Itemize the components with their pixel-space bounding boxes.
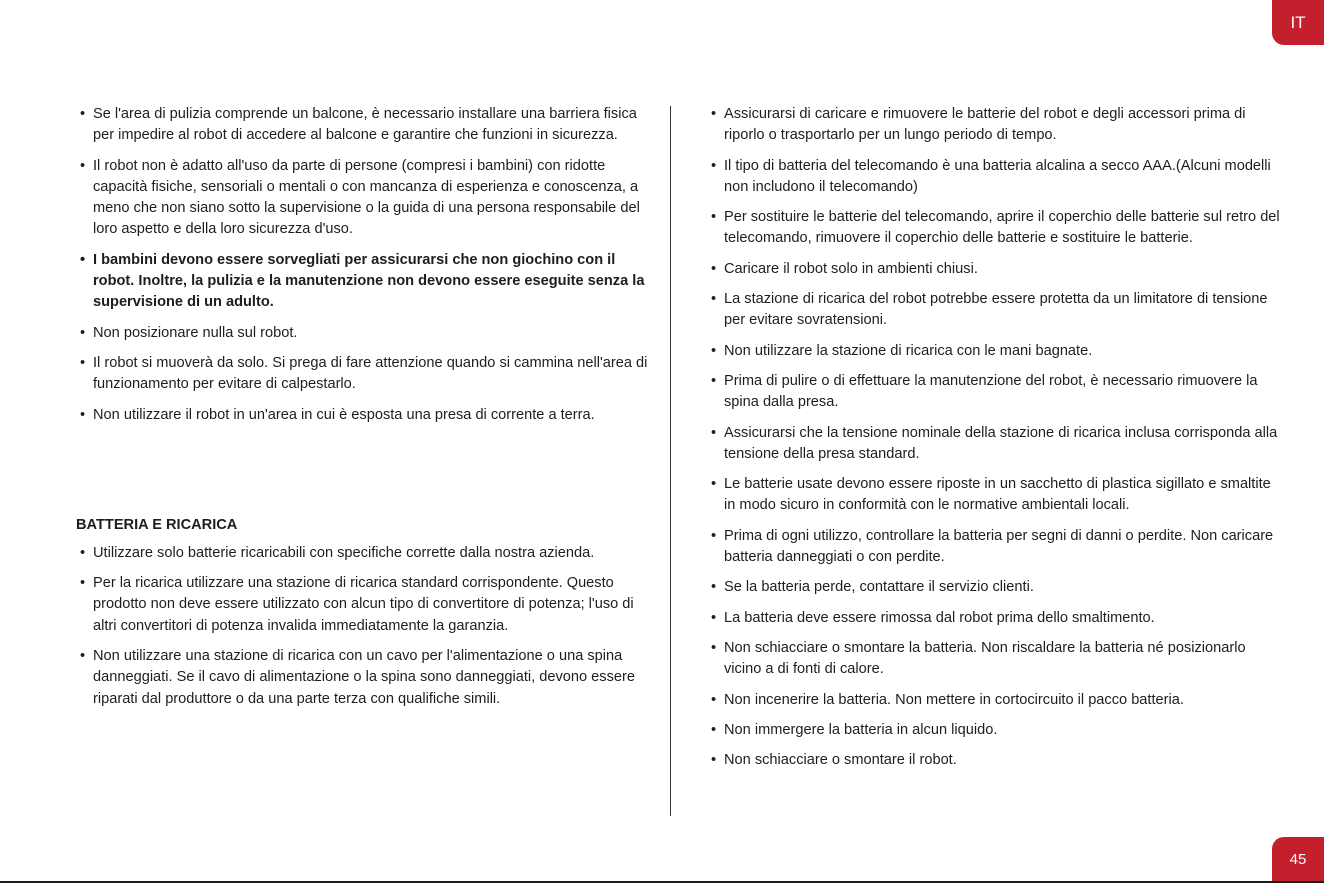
list-item: • Non utilizzare la stazione di ricarica con le mani bagnate. (711, 341, 1281, 362)
list-item: • Prima di pulire o di effettuare la manutenzione del robot, è necessario rimuovere la spina dalla presa. (711, 371, 1281, 414)
column-divider (670, 106, 671, 816)
list-item: • Le batterie usate devono essere riposte in un sacchetto di plastica sigillato e smaltite in modo sicuro in conformità con le normative ambientali locali. (711, 474, 1281, 517)
list-item: • Per la ricarica utilizzare una stazione di ricarica standard corrispondente. Questo prodotto non deve essere utilizzato con alcun tipo di convertitore di potenza; l'uso di altri convertitori di potenza invalida immediatamente la garanzia. (80, 573, 650, 637)
list-item: • Utilizzare solo batterie ricaricabili con specifiche corrette dalla nostra azienda. (80, 543, 650, 564)
list-item: • Caricare il robot solo in ambienti chiusi. (711, 259, 1281, 280)
spacer (80, 435, 650, 515)
list-item: • Assicurarsi di caricare e rimuovere le batterie del robot e degli accessori prima di riporlo o trasportarlo per un lungo periodo di tempo. (711, 104, 1281, 147)
list-item: • Non immergere la batteria in alcun liquido. (711, 720, 1281, 741)
list-item: • Il robot si muoverà da solo. Si prega di fare attenzione quando si cammina nell'area di funzionamento per evitare di calpestarlo. (80, 353, 650, 396)
section-title: BATTERIA E RICARICA (76, 516, 238, 533)
safety-list (80, 104, 650, 426)
language-tab: IT (1272, 0, 1324, 45)
left-column (76, 104, 650, 719)
list-item: • Non schiacciare o smontare il robot. (711, 750, 1281, 771)
list-item: • Non schiacciare o smontare la batteria. Non riscaldare la batteria né posizionarlo vicino a di fonti di calore. (711, 638, 1281, 681)
list-item-emphasis: • I bambini devono essere sorvegliati per assicurarsi che non giochino con il robot. Inoltre, la pulizia e la manutenzione non devono essere eseguite senza la supervisione di un adulto. (80, 250, 650, 314)
battery-list-continued (711, 104, 1281, 771)
list-item: • Non posizionare nulla sul robot. (80, 323, 650, 344)
list-item: • Per sostituire le batterie del telecomando, aprire il coperchio delle batterie sul retro del telecomando, rimuovere il coperchio delle batterie e sostituire le batterie. (711, 207, 1281, 250)
right-column (711, 104, 1281, 780)
list-item: • La batteria deve essere rimossa dal robot prima dello smaltimento. (711, 608, 1281, 629)
list-item: • Non incenerire la batteria. Non mettere in cortocircuito il pacco batteria. (711, 690, 1281, 711)
list-item: • Non utilizzare il robot in un'area in cui è esposta una presa di corrente a terra. (80, 405, 650, 426)
page-number: 45 (1272, 837, 1324, 881)
battery-list (80, 543, 650, 710)
list-item: • Non utilizzare una stazione di ricarica con un cavo per l'alimentazione o una spina danneggiati. Se il cavo di alimentazione o la spina sono danneggiati, devono essere riparati dal produttore o da una parte terza con qualifiche simili. (80, 646, 650, 710)
list-item: • Il robot non è adatto all'uso da parte di persone (compresi i bambini) con ridotte capacità fisiche, sensoriali o mentali o con mancanza di esperienza e conoscenza, a meno che non siano sotto la supervisione o la guida di una persona responsabile del loro aspetto e della loro sicurezza d'uso. (80, 156, 650, 241)
list-item: • Prima di ogni utilizzo, controllare la batteria per segni di danni o perdite. Non caricare batteria danneggiati o con perdite. (711, 526, 1281, 569)
list-item: • Assicurarsi che la tensione nominale della stazione di ricarica inclusa corrisponda alla tensione della presa standard. (711, 423, 1281, 466)
list-item: • Se la batteria perde, contattare il servizio clienti. (711, 577, 1281, 598)
list-item: • La stazione di ricarica del robot potrebbe essere protetta da un limitatore di tensione per evitare sovratensioni. (711, 289, 1281, 332)
list-item: • Il tipo di batteria del telecomando è una batteria alcalina a secco AAA.(Alcuni modelli non includono il telecomando) (711, 156, 1281, 199)
list-item: • Se l'area di pulizia comprende un balcone, è necessario installare una barriera fisica per impedire al robot di accedere al balcone e garantire che funzioni in sicurezza. (80, 104, 650, 147)
